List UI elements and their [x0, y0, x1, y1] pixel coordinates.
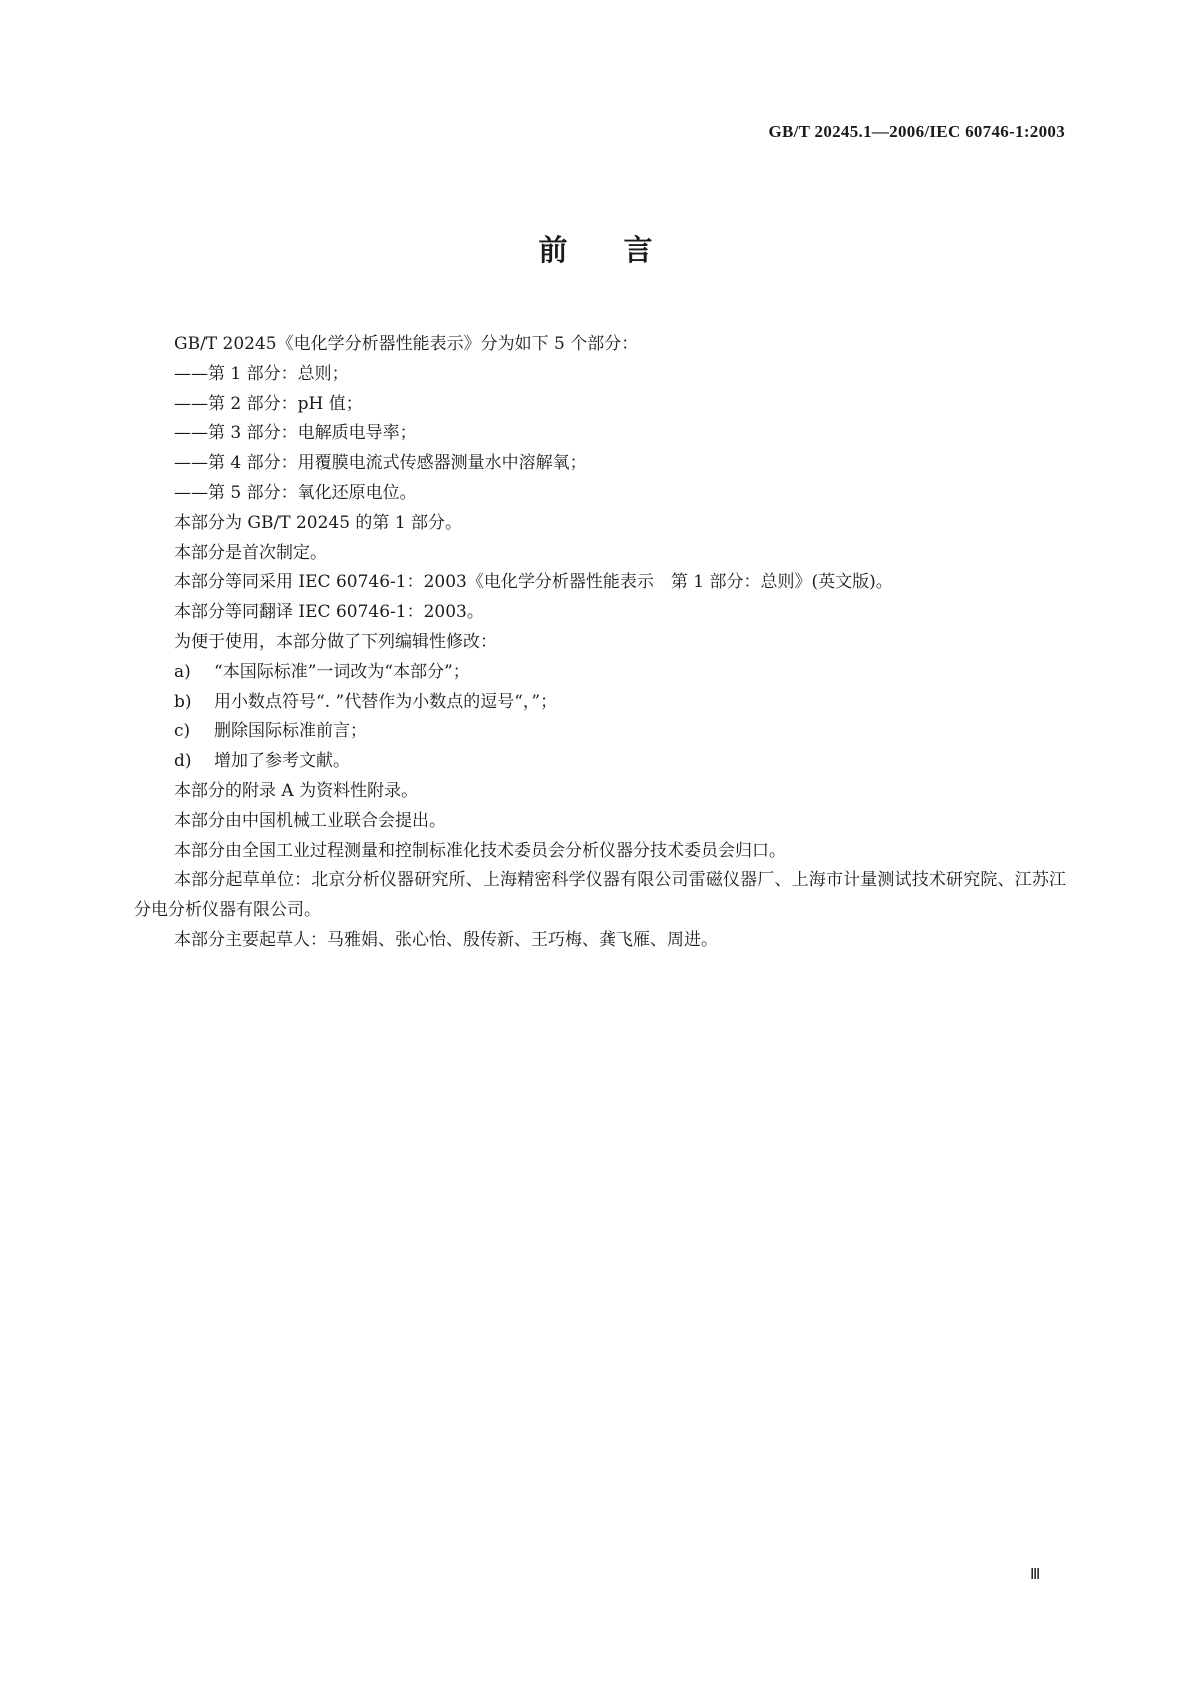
modification-item: [134, 688, 1066, 718]
foreword-body: [134, 330, 1066, 956]
modification-item: [134, 747, 1066, 777]
part-list-item: ——第 2 部分：pH 值；: [174, 393, 363, 414]
modification-text: 增加了参考文献。: [214, 751, 350, 772]
standard-code-header: GB/T 20245.1—2006/IEC 60746-1:2003: [768, 122, 1065, 141]
body-paragraph: 本部分由全国工业过程测量和控制标准化技术委员会分析仪器分技术委员会归口。: [174, 840, 786, 861]
page-number: Ⅲ: [1030, 1567, 1041, 1583]
modification-item: [134, 658, 1066, 688]
body-paragraph: 本部分等同翻译 IEC 60746-1：2003。: [174, 602, 484, 623]
part-list-item: ——第 5 部分：氧化还原电位。: [174, 482, 417, 503]
body-paragraph: 本部分的附录 A 为资料性附录。: [174, 780, 419, 801]
modification-label: c): [174, 721, 191, 742]
body-paragraph: 本部分等同采用 IEC 60746-1：2003《电化学分析器性能表示 第 1 部分：总则》(英文版)。: [174, 572, 893, 593]
modification-text: “本国际标准”一词改为“本部分”；: [214, 661, 470, 682]
drafting-units-paragraph: 本部分起草单位：北京分析仪器研究所、上海精密科学仪器有限公司雷磁仪器厂、上海市计量测试技术研究院、江苏江分电分析仪器有限公司。: [134, 870, 1066, 921]
body-paragraph: 本部分为 GB/T 20245 的第 1 部分。: [174, 512, 463, 533]
body-paragraph: 本部分由中国机械工业联合会提出。: [174, 810, 446, 831]
intro-paragraph: GB/T 20245《电化学分析器性能表示》分为如下 5 个部分：: [174, 334, 639, 354]
part-list-item: ——第 3 部分：电解质电导率；: [174, 423, 417, 444]
drafters-paragraph: 本部分主要起草人：马雅娟、张心怡、殷传新、王巧梅、龚飞雁、周进。: [174, 929, 718, 950]
page-title: 前言: [538, 233, 709, 267]
body-paragraph: 本部分是首次制定。: [174, 542, 327, 563]
part-list-item: ——第 4 部分：用覆膜电流式传感器测量水中溶解氧；: [174, 453, 587, 474]
modification-label: b): [174, 691, 192, 712]
modification-label: d): [174, 751, 192, 772]
modification-text: 用小数点符号“. ”代替作为小数点的逗号“，”；: [214, 691, 558, 712]
part-list-item: ——第 1 部分：总则；: [174, 363, 349, 384]
modification-text: 删除国际标准前言；: [214, 721, 367, 742]
modification-item: [134, 717, 1066, 747]
body-paragraph: 为便于使用，本部分做了下列编辑性修改：: [174, 631, 497, 652]
modification-label: a): [174, 661, 191, 682]
